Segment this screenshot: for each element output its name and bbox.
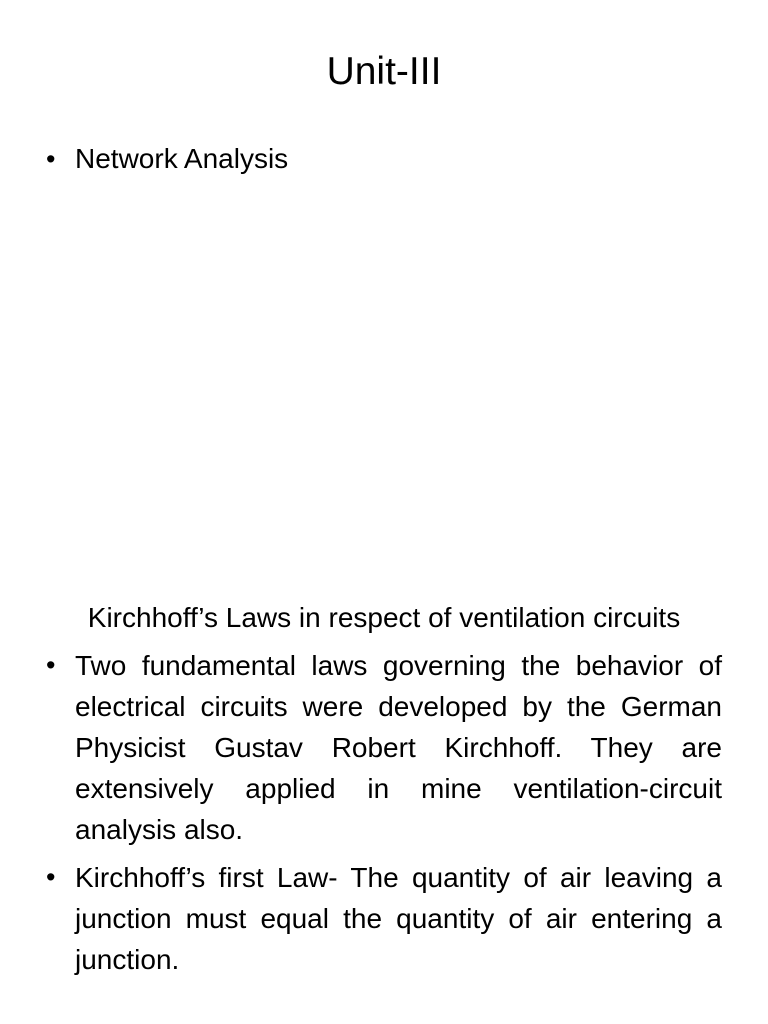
- bullet-icon: •: [46, 650, 56, 680]
- bullet-text: Network Analysis: [75, 143, 289, 174]
- bullet-item: [46, 857, 722, 980]
- bullet-text: Kirchhoff’s first Law- The quantity of air leaving a junction must equal the quantity of air entering a junction.: [75, 862, 722, 975]
- bullet-icon: •: [46, 144, 56, 174]
- bullet-item: [46, 139, 722, 179]
- section-heading: Kirchhoff’s Laws in respect of ventilation circuits: [87, 602, 681, 633]
- top-bullet-list: [46, 139, 722, 179]
- slide-title: Unit-III: [326, 50, 442, 93]
- bullet-text: Two fundamental laws governing the behavior of electrical circuits were developed by the German Physicist Gustav Robert Kirchhoff. They are extensively applied in mine ventilation-circuit analysis also.: [75, 650, 722, 845]
- bullet-icon: •: [46, 862, 56, 892]
- bullet-item: [46, 645, 722, 850]
- body-bullet-list: [46, 645, 722, 980]
